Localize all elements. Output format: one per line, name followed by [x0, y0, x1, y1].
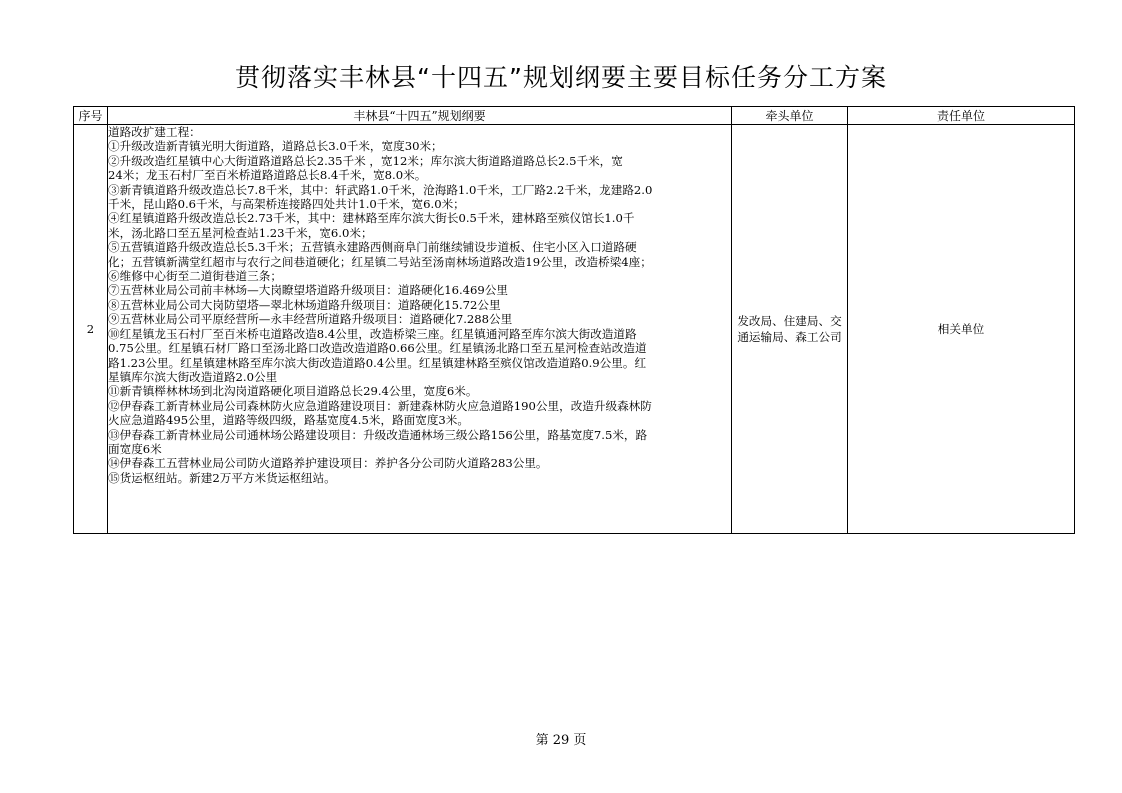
task-line: ⑤五营镇道路升级改造总长5.3千米；五营镇永建路西侧商阜门前继续铺设步道板、住宅小区入口道路硬	[108, 240, 637, 255]
task-line: ⑬伊春森工新青林业局公司通林场公路建设项目：升级改造通林场三级公路156公里，路基宽度7.5米，路	[108, 427, 648, 442]
task-line: ⑭伊春森工五营林业局公司防火道路养护建设项目：养护各分公司防火道路283公里。	[108, 456, 548, 471]
task-line: 面宽度6米	[108, 441, 162, 456]
task-line: 星镇库尔滨大街改造道路2.0公里	[108, 369, 278, 384]
task-line: ⑥维修中心街至二道街巷道三条；	[108, 269, 282, 284]
row-lead-unit: 发改局、住建局、交通运输局、森工公司	[732, 125, 848, 534]
task-line: 米，汤北路口至五星河检查站1.23千米，宽6.0米；	[108, 225, 373, 240]
page-number: 第 29 页	[535, 733, 587, 748]
header-plan-outline: 丰林县“十四五”规划纲要	[108, 107, 732, 125]
header-lead-unit: 牵头单位	[732, 107, 848, 125]
task-line: ④红星镇道路升级改造总长2.73千米，其中：建林路至库尔滨大街长0.5千米，建林路至殡仪馆长1.0千	[108, 211, 635, 226]
task-line: 千米，昆山路0.6千米，与高架桥连接路四处共计1.0千米，宽6.0米；	[108, 197, 465, 212]
task-line: 路1.23公里。红星镇建林路至库尔滨大街改造道路0.4公里。红星镇建林路至殡仪馆改造道路0.9公里。红	[108, 355, 647, 370]
task-line: 24米；龙玉石村厂至百米桥道路道路总长8.4千米，宽8.0米。	[108, 168, 427, 183]
task-line: 0.75公里。红星镇石材厂路口至汤北路口改造改造道路0.66公里。红星镇汤北路口至五星河检查站改造道	[108, 341, 647, 356]
task-line: ⑦五营林业局公司前丰林场—大岗瞭望塔道路升级项目：道路硬化16.469公里	[108, 283, 508, 298]
task-line: ①升级改造新青镇光明大街道路，道路总长3.0千米，宽度30米；	[108, 139, 443, 154]
task-line: 道路改扩建工程：	[108, 125, 201, 139]
task-table	[73, 106, 1075, 534]
row-task-content	[108, 125, 732, 534]
task-line: ③新青镇道路升级改造总长7.8千米，其中：轩武路1.0千米，沧海路1.0千米，工厂路2.2千米，龙建路2.0	[108, 182, 653, 197]
task-line: ⑪新青镇榉林林场到北沟岗道路硬化项目道路总长29.4公里，宽度6米。	[108, 384, 478, 399]
row-responsible-unit: 相关单位	[848, 125, 1075, 534]
task-line: ⑫伊春森工新青林业局公司森林防火应急道路建设项目：新建森林防火应急道路190公里，改造升级森林防	[108, 398, 652, 413]
task-line: 化；五营镇新满堂红超市与农行之间巷道硬化；红星镇二号站至汤南林场道路改造19公里，改造桥梁4座；	[108, 254, 652, 269]
row-serial: 2	[74, 125, 108, 534]
task-line: ⑮货运枢纽站。新建2万平方米货运枢纽站。	[108, 470, 336, 485]
task-line: ②升级改造红星镇中心大街道路道路总长2.35千米 ，宽12米；库尔滨大街道路道路总长2.5千米，宽	[108, 153, 623, 168]
task-line: ⑧五营林业局公司大岗防望塔—翠北林场道路升级项目：道路硬化15.72公里	[108, 297, 501, 312]
task-lines	[108, 125, 731, 533]
table-header-row	[74, 107, 1075, 125]
header-serial: 序号	[74, 107, 108, 125]
task-line: ⑩红星镇龙玉石村厂至百米桥屯道路改造8.4公里，改造桥梁三座。红星镇通河路至库尔滨大街改造道路	[108, 326, 637, 341]
header-responsible-unit: 责任单位	[848, 107, 1075, 125]
task-line: ⑨五营林业局公司平原经营所—永丰经营所道路升级项目：道路硬化7.288公里	[108, 312, 513, 327]
page-title: 贯彻落实丰林县“十四五”规划纲要主要目标任务分工方案	[235, 63, 887, 92]
table-row	[74, 125, 1075, 534]
task-line: 火应急道路495公里，道路等级四级，路基宽度4.5米，路面宽度3米。	[108, 413, 469, 428]
